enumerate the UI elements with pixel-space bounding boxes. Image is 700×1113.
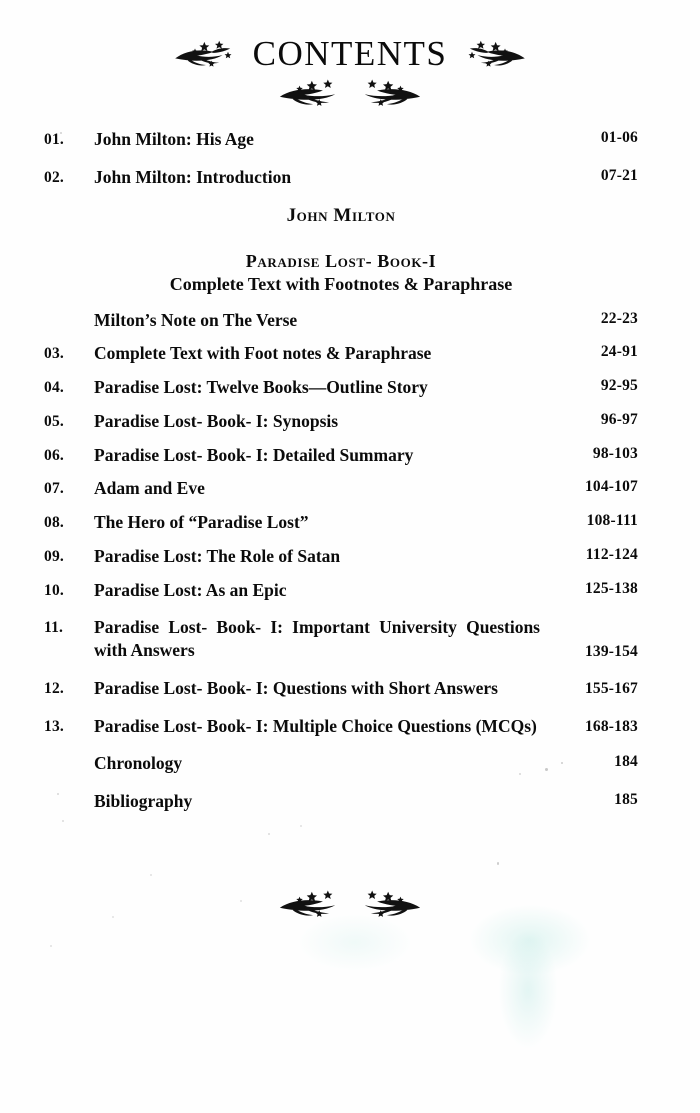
- entry-title: Adam and Eve: [94, 478, 205, 499]
- toc-entry[interactable]: [44, 579, 638, 602]
- entry-number: 06.: [44, 446, 64, 464]
- section-subtitle-heading: Complete Text with Footnotes & Paraphrase: [169, 273, 513, 294]
- page-footer: [0, 888, 700, 925]
- entry-title: Paradise Lost- Book- I: Detailed Summary: [94, 444, 414, 465]
- scan-speck: [497, 862, 499, 865]
- entry-number: [44, 752, 94, 755]
- toc-entry[interactable]: [44, 752, 638, 775]
- toc-entry[interactable]: [44, 477, 638, 500]
- entry-pages: 112-124: [585, 545, 638, 563]
- entry-number: [44, 309, 94, 312]
- entry-pages: 139-154: [584, 642, 638, 660]
- entry-pages: 98-103: [592, 444, 638, 462]
- scan-speck: [300, 825, 302, 827]
- section-work-heading: Paradise Lost- Book-I: [245, 250, 437, 271]
- entry-title: Paradise Lost- Book- I: Questions with Short Answers: [94, 677, 498, 698]
- double-leaf-stars-flourish-icon: [276, 888, 424, 920]
- entry-pages: 168-183: [584, 718, 638, 736]
- page-header: [0, 36, 700, 109]
- entry-pages: 92-95: [600, 377, 638, 394]
- entry-number: 12.: [44, 679, 64, 697]
- entry-number: 05.: [44, 412, 64, 430]
- section-heading-block: [44, 205, 638, 295]
- entry-pages: 24-91: [600, 343, 638, 361]
- entry-title: John Milton: His Age: [94, 129, 254, 149]
- page-title: CONTENTS: [252, 34, 448, 73]
- entry-title: Milton’s Note on The Verse: [94, 309, 298, 330]
- toc-entry[interactable]: [44, 376, 638, 399]
- entry-title: The Hero of “Paradise Lost”: [94, 512, 309, 532]
- entry-number: 09.: [44, 547, 64, 565]
- toc-entry[interactable]: [44, 616, 638, 662]
- toc-entry[interactable]: [44, 790, 638, 813]
- entry-title: Paradise Lost: Twelve Books—Outline Story: [94, 377, 428, 397]
- entry-title: Paradise Lost- Book- I: Synopsis: [94, 410, 339, 431]
- entry-title: Paradise Lost- Book- I: Multiple Choice Questions (MCQs): [94, 715, 537, 736]
- entry-pages: 104-107: [584, 478, 638, 496]
- entry-pages: 155-167: [584, 680, 638, 698]
- toc-entry[interactable]: [44, 128, 638, 151]
- entry-number: 03.: [44, 345, 64, 363]
- entry-number: 04.: [44, 379, 64, 396]
- entry-pages: 01-06: [600, 129, 638, 146]
- toc-entry[interactable]: [44, 410, 638, 433]
- toc-entry[interactable]: [44, 309, 638, 332]
- toc-entry[interactable]: [44, 677, 638, 700]
- entry-pages: 125-138: [584, 579, 638, 597]
- entry-pages: 07-21: [600, 166, 638, 184]
- entry-title: Complete Text with Foot notes & Paraphrase: [94, 343, 432, 364]
- scan-speck: [150, 874, 152, 876]
- entry-pages: 184: [614, 753, 638, 771]
- toc-entry[interactable]: [44, 342, 638, 365]
- entry-number: 08.: [44, 514, 64, 531]
- entry-title: Chronology: [94, 753, 183, 774]
- entry-title: John Milton: Introduction: [94, 166, 292, 187]
- entry-title: Bibliography: [94, 791, 193, 811]
- scan-tint-blotch: [498, 930, 558, 1050]
- entry-pages: 185: [614, 791, 638, 808]
- scan-speck: [268, 833, 270, 835]
- contents-title-row: [0, 36, 700, 71]
- entry-title: Paradise Lost: The Role of Satan: [94, 545, 341, 566]
- entry-number: 07.: [44, 480, 64, 498]
- entry-number: 01.: [44, 131, 64, 148]
- leaf-stars-flourish-icon: [173, 37, 239, 71]
- toc-entry[interactable]: [44, 166, 638, 189]
- table-of-contents: [44, 128, 638, 824]
- entry-pages: 22-23: [600, 309, 638, 327]
- entry-number: 13.: [44, 717, 64, 735]
- entry-number: 10.: [44, 581, 64, 599]
- toc-entry[interactable]: [44, 444, 638, 467]
- entry-number: 11.: [44, 619, 64, 637]
- entry-number: 02.: [44, 168, 64, 186]
- entry-pages: 108-111: [586, 512, 638, 529]
- entry-number: [44, 790, 94, 793]
- double-leaf-stars-flourish-icon: [275, 77, 425, 109]
- toc-entry[interactable]: [44, 715, 638, 738]
- toc-entry[interactable]: [44, 511, 638, 534]
- entry-title: Paradise Lost: As an Epic: [94, 579, 287, 600]
- entry-pages: 96-97: [600, 410, 638, 428]
- toc-entry[interactable]: [44, 545, 638, 568]
- section-author-heading: John Milton: [286, 204, 396, 226]
- scan-speck: [50, 945, 52, 947]
- leaf-stars-flourish-mirrored-icon: [461, 37, 527, 71]
- entry-title: Paradise Lost- Book- I: Important University Questions with Answers: [94, 617, 540, 660]
